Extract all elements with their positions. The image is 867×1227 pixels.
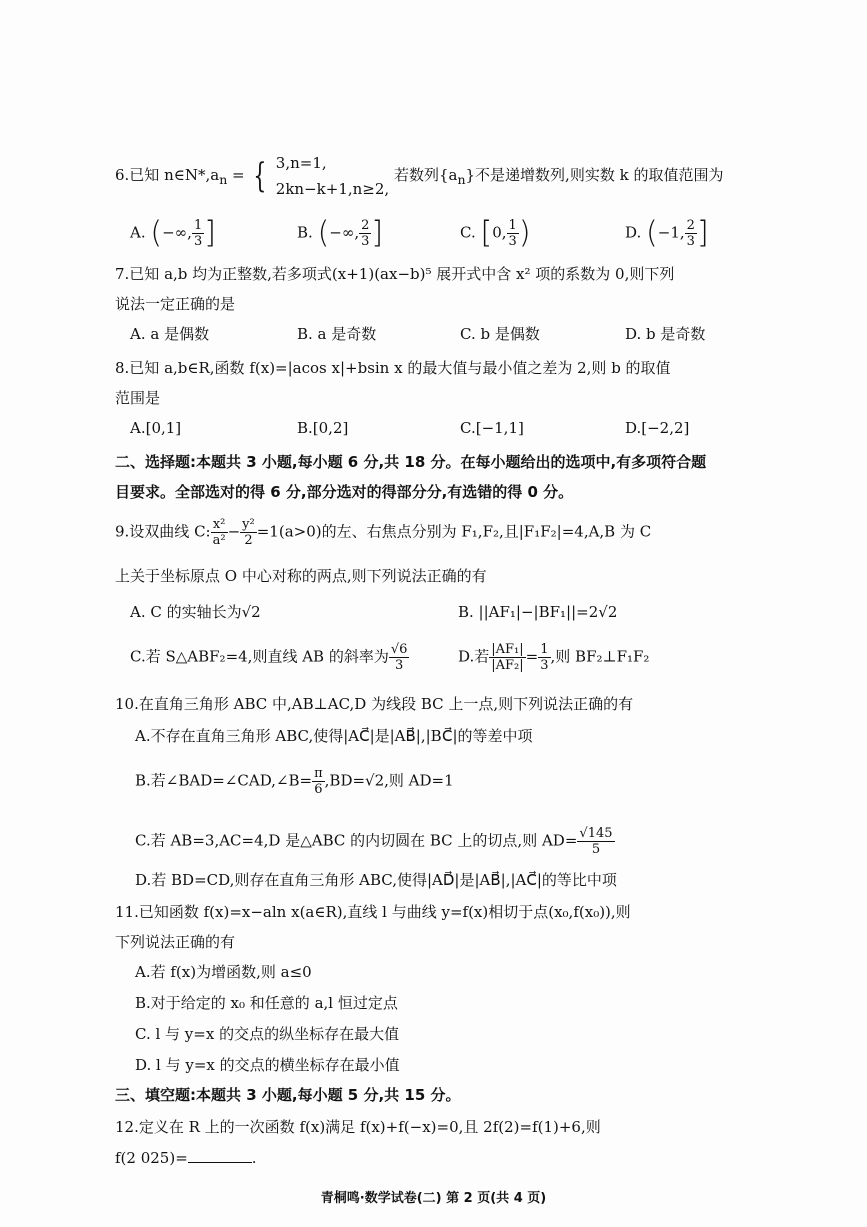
q7-option-c: C. b 是偶数	[460, 325, 540, 343]
q12-line1: 12.定义在 R 上的一次函数 f(x)满足 f(x)+f(−x)=0,且 2f(2)=f(1)+6,则	[115, 1118, 601, 1136]
q9-option-d-text: D.若	[458, 647, 490, 666]
q8-option-d: D.[−2,2]	[625, 419, 690, 437]
section3-heading: 三、填空题:本题共 3 小题,每小题 5 分,共 15 分。	[115, 1086, 461, 1104]
section2-heading: 二、选择题:本题共 3 小题,每小题 6 分,共 18 分。在每小题给出的选项中,有多项符合题	[115, 453, 707, 471]
q9-stem-text: 9.设双曲线 C:	[115, 522, 211, 541]
q9-option-a: A. C 的实轴长为√2	[130, 603, 261, 621]
q9-option-d-tail: ,则 BF₂⊥F₁F₂	[550, 647, 650, 666]
open-bracket: (	[646, 215, 658, 251]
q10-option-a: A.不存在直角三角形 ABC,使得|AC⃗|是|AB⃗|,|BC⃗|的等差中项	[135, 727, 533, 745]
denominator: 3	[394, 658, 404, 673]
q9-option-c-text: C.若 S△ABF₂=4,则直线 AB 的斜率为	[130, 647, 389, 666]
numerator: 1	[540, 642, 549, 657]
denominator: 6	[314, 782, 323, 797]
q10-option-b-text: B.若∠BAD=∠CAD,∠B=	[135, 771, 313, 790]
numerator: 2	[361, 218, 370, 233]
q10-option-c-text: C.若 AB=3,AC=4,D 是△ABC 的内切圆在 BC 上的切点,则 AD=	[135, 831, 578, 850]
close-bracket: ]	[371, 215, 384, 251]
q6-option-d	[625, 215, 709, 251]
open-bracket: (	[150, 215, 163, 251]
q10-option-c	[135, 826, 615, 857]
q6-case1: 3,n=1,	[275, 154, 327, 172]
denominator: a²	[212, 533, 226, 548]
denominator: 3	[508, 234, 517, 249]
fraction	[538, 642, 550, 673]
q12-period: .	[251, 1149, 257, 1167]
q8-option-b: B.[0,2]	[297, 419, 349, 437]
q10-option-b-tail: ,BD=√2,则 AD=1	[324, 771, 454, 790]
q9-option-c	[130, 642, 409, 673]
denominator: 3	[361, 234, 370, 249]
close-bracket: ]	[696, 215, 709, 251]
option-label: A.	[130, 223, 146, 242]
denominator: 3	[540, 658, 549, 673]
numerator: y²	[242, 517, 255, 532]
q9-option-b: B. ||AF₁|−|BF₁||=2√2	[458, 603, 618, 621]
denominator: 5	[591, 842, 601, 857]
numerator: √6	[390, 642, 408, 657]
q6-stem-cont: 若数列{a	[393, 166, 458, 184]
q10-option-b	[135, 766, 454, 797]
fraction	[359, 218, 371, 249]
q6-brace: {	[253, 156, 267, 196]
fraction	[489, 642, 525, 673]
interval-left: −∞,	[162, 223, 192, 242]
numerator: 1	[193, 218, 203, 233]
q10-option-d: D.若 BD=CD,则存在直角三角形 ABC,使得|AD⃗|是|AB⃗|,|AC⃗|的等比中项	[135, 871, 617, 889]
q8-line2: 范围是	[115, 389, 161, 407]
open-bracket: (	[317, 215, 330, 251]
q6-stem-eq: =	[227, 166, 245, 184]
denominator: |AF₂|	[491, 658, 524, 673]
numerator: π	[314, 766, 323, 781]
denominator: 3	[686, 234, 695, 249]
minus-sign: −	[227, 522, 241, 541]
fraction	[211, 517, 228, 548]
fraction	[312, 766, 325, 797]
interval-left: −1,	[657, 223, 685, 242]
q6-stem-tail: }不是递增数列,则实数 k 的取值范围为	[465, 166, 724, 184]
q9-line2: 上关于坐标原点 O 中心对称的两点,则下列说法正确的有	[115, 567, 487, 585]
q8-line1: 8.已知 a,b∈R,函数 f(x)=|acos x|+bsin x 的最大值与最小值之差为 2,则 b 的取值	[115, 359, 671, 377]
numerator: |AF₁|	[491, 642, 524, 657]
option-label: C.	[460, 223, 476, 242]
q7-option-b: B. a 是奇数	[297, 325, 377, 343]
q12-expression: f(2 025)=	[115, 1149, 188, 1167]
numerator: 1	[508, 218, 517, 233]
q11-line1: 11.已知函数 f(x)=x−aln x(a∈R),直线 l 与曲线 y=f(x)相切于点(x₀,f(x₀)),则	[115, 903, 631, 921]
q11-option-a: A.若 f(x)为增函数,则 a≤0	[135, 963, 312, 981]
q9-option-d	[458, 642, 649, 673]
q9-stem	[115, 517, 651, 548]
denominator: 2	[244, 533, 253, 548]
q6-option-b	[297, 215, 384, 251]
fraction	[685, 218, 697, 249]
q7-line1: 7.已知 a,b 均为正整数,若多项式(x+1)(ax−b)⁵ 展开式中含 x² 项的系数为 0,则下列	[115, 265, 675, 283]
q8-option-a: A.[0,1]	[130, 419, 182, 437]
option-label: B.	[297, 223, 313, 242]
fraction	[240, 517, 257, 548]
interval-left: 0,	[492, 223, 507, 242]
q6-option-a	[130, 215, 216, 251]
q8-option-c: C.[−1,1]	[460, 419, 524, 437]
q11-option-b: B.对于给定的 x₀ 和任意的 a,l 恒过定点	[135, 994, 398, 1012]
fraction	[577, 826, 614, 857]
fraction	[192, 218, 204, 249]
q9-stem-tail: =1(a>0)的左、右焦点分别为 F₁,F₂,且|F₁F₂|=4,A,B 为 C	[256, 522, 652, 541]
close-bracket: ]	[204, 215, 216, 251]
q11-option-c: C. l 与 y=x 的交点的纵坐标存在最大值	[135, 1025, 400, 1043]
numerator: 2	[686, 218, 695, 233]
q6-stem-sub: n	[219, 172, 228, 187]
fraction	[389, 642, 410, 673]
fraction	[507, 218, 519, 249]
section2-instructions: 目要求。全部选对的得 6 分,部分选对的得部分分,有选错的得 0 分。	[115, 483, 574, 501]
interval-left: −∞,	[329, 223, 360, 242]
q7-option-d: D. b 是奇数	[625, 325, 706, 343]
close-bracket: )	[518, 215, 531, 251]
page-footer: 青桐鸣·数学试卷(二) 第 2 页(共 4 页)	[320, 1191, 547, 1206]
q6-case2: 2kn−k+1,n≥2,	[275, 180, 390, 198]
open-bracket: [	[480, 215, 493, 251]
q7-option-a: A. a 是偶数	[130, 325, 210, 343]
q6-stem-sub2: n	[457, 172, 466, 187]
q6-cases	[276, 150, 389, 202]
q11-line2: 下列说法正确的有	[115, 933, 236, 951]
answer-blank[interactable]	[188, 1148, 252, 1163]
q6-option-c	[460, 215, 531, 251]
equals-sign: =	[525, 647, 539, 666]
q11-option-d: D. l 与 y=x 的交点的横坐标存在最小值	[135, 1056, 400, 1074]
q6-stem	[115, 150, 723, 202]
q6-stem-text: 6.已知 n∈N*,a	[115, 166, 220, 184]
denominator: 3	[193, 234, 203, 249]
numerator: √145	[579, 826, 613, 841]
numerator: x²	[211, 517, 228, 533]
option-label: D.	[625, 223, 642, 242]
q12-line2	[115, 1148, 257, 1168]
q10-line1: 10.在直角三角形 ABC 中,AB⊥AC,D 为线段 BC 上一点,则下列说法正确的有	[115, 695, 634, 713]
q7-line2: 说法一定正确的是	[115, 295, 236, 313]
